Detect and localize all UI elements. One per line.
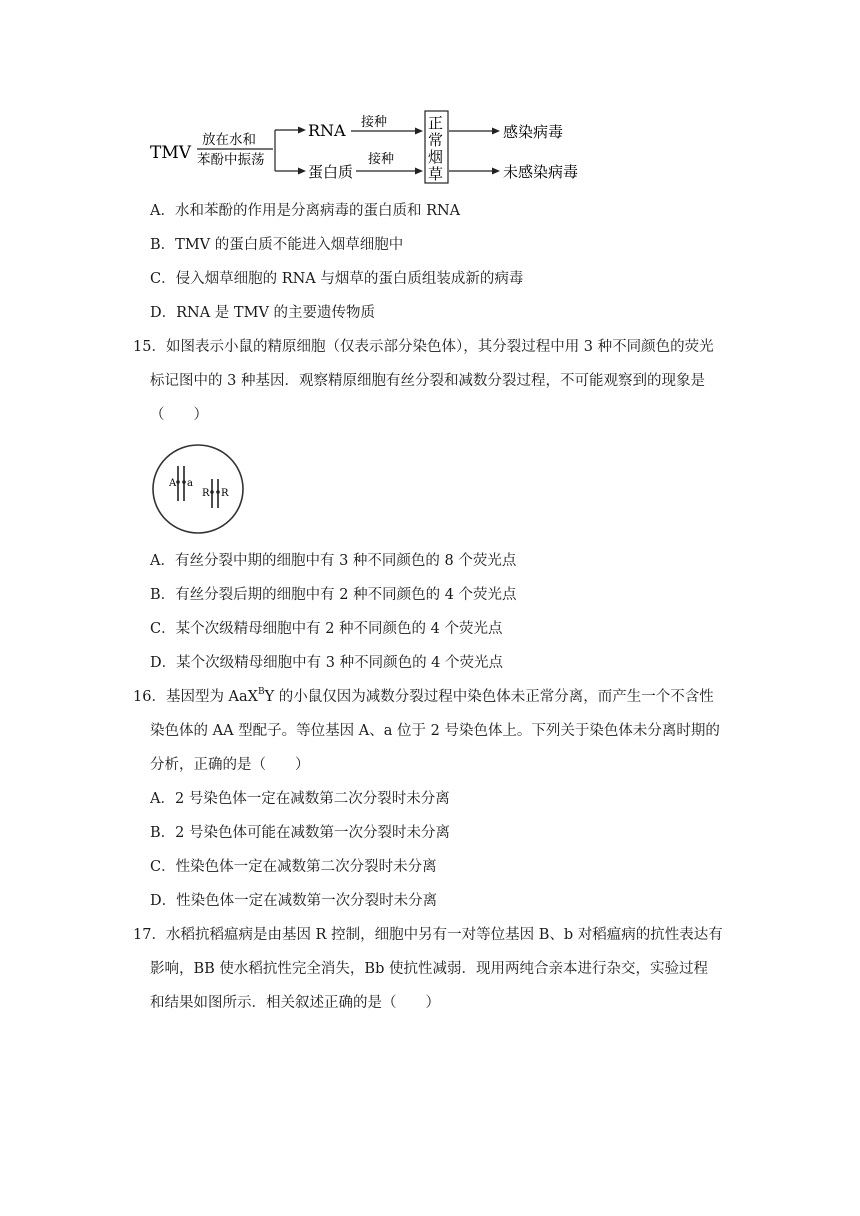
gene-label-R-right: R — [221, 488, 229, 499]
cell-outline — [153, 445, 243, 533]
q16-stem-part2: Y 的小鼠仅因为减数分裂过程中染色体未正常分离，而产生一个不含性 — [264, 689, 714, 705]
flow-result-uninfected: 未感染病毒 — [503, 163, 579, 181]
q15-stem-line3: （ ） — [150, 407, 208, 423]
flow-inoc-1: 接种 — [361, 115, 388, 130]
q15-option-d: D．某个次级精母细胞中有 3 种不同颜色的 4 个荧光点 — [150, 655, 504, 671]
q17-stem-line2: 影响，BB 使水稻抗性完全消失，Bb 使抗性减弱．现用两纯合亲本进行杂交，实验过程 — [150, 961, 708, 977]
flow-treat-top: 放在水和 — [202, 132, 256, 148]
q15-option-c: C．某个次级精母细胞中有 2 种不同颜色的 4 个荧光点 — [150, 621, 503, 637]
host-char-4: 草 — [428, 165, 444, 183]
q16-superscript: B — [258, 687, 265, 697]
q16-option-a: A．2 号染色体一定在减数第二次分裂时未分离 — [150, 791, 450, 807]
flow-inoc-2: 接种 — [368, 152, 395, 167]
gene-label-A: A — [169, 478, 177, 489]
q16-option-b: B．2 号染色体可能在减数第一次分裂时未分离 — [150, 825, 450, 841]
q16-option-c: C．性染色体一定在减数第二次分裂时未分离 — [150, 859, 437, 875]
host-char-2: 常 — [428, 131, 444, 149]
q14-option-c: C．侵入烟草细胞的 RNA 与烟草的蛋白质组装成新的病毒 — [150, 271, 524, 287]
host-char-1: 正 — [428, 114, 444, 132]
q15-stem-line1: 15．如图表示小鼠的精原细胞（仅表示部分染色体），其分裂过程中用 3 种不同颜色的荧光 — [133, 339, 714, 355]
q14-option-a: A．水和苯酚的作用是分离病毒的蛋白质和 RNA — [150, 203, 461, 219]
q14-option-b: B．TMV 的蛋白质不能进入烟草细胞中 — [150, 237, 404, 253]
q15-option-b: B．有丝分裂后期的细胞中有 2 种不同颜色的 4 个荧光点 — [150, 587, 517, 603]
q16-option-d: D．性染色体一定在减数第一次分裂时未分离 — [150, 893, 438, 909]
q17-stem-line3: 和结果如图所示．相关叙述正确的是（ ） — [150, 995, 440, 1011]
gene-label-a: a — [187, 478, 193, 489]
q14-option-d: D．RNA 是 TMV 的主要遗传物质 — [150, 305, 376, 321]
flow-source: TMV — [150, 143, 192, 163]
q17-stem-line1: 17．水稻抗稻瘟病是由基因 R 控制，细胞中另有一对等位基因 B、b 对稻瘟病的抗性表达有 — [133, 927, 723, 943]
host-char-3: 烟 — [428, 148, 444, 166]
spermatogonium-diagram — [0, 0, 860, 560]
flow-result-infected: 感染病毒 — [503, 123, 564, 141]
q15-stem-line2: 标记图中的 3 种基因．观察精原细胞有丝分裂和减数分裂过程，不可能观察到的现象是 — [150, 373, 705, 389]
q16-stem-line1 — [133, 687, 714, 707]
flow-branch-rna: RNA — [308, 121, 346, 140]
q16-stem-part1: 16．基因型为 AaX — [133, 689, 258, 705]
q15-option-a: A．有丝分裂中期的细胞中有 3 种不同颜色的 8 个荧光点 — [150, 553, 517, 569]
gene-label-R-left: R — [202, 488, 210, 499]
flow-branch-protein: 蛋白质 — [308, 163, 354, 181]
q16-stem-line2: 染色体的 AA 型配子。等位基因 A、a 位于 2 号染色体上。下列关于染色体未分离时期的 — [150, 723, 720, 739]
q16-stem-line3: 分析，正确的是（ ） — [150, 757, 310, 773]
flow-treat-bottom: 苯酚中振荡 — [197, 152, 265, 168]
